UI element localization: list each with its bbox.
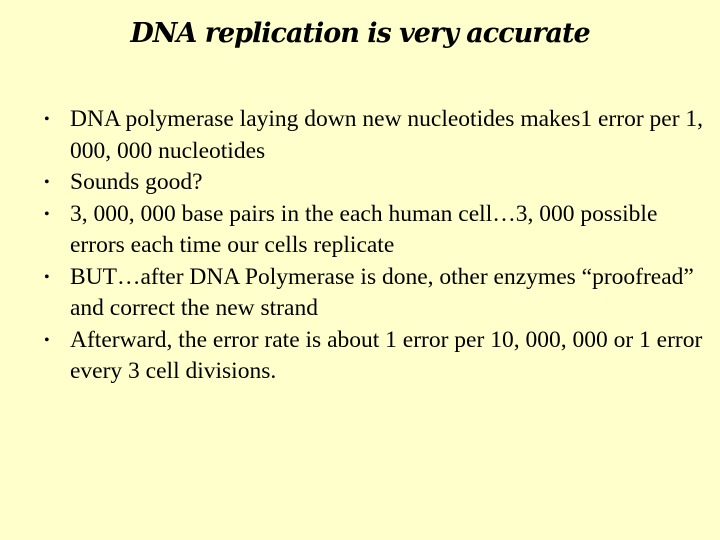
bullet-dot-icon: •	[44, 205, 50, 223]
bullet-dot-icon: •	[44, 174, 50, 191]
bullet-list	[44, 104, 704, 388]
slide-title: DNA replication is very accurate	[130, 18, 590, 49]
bullet-item	[44, 199, 704, 262]
bullet-item	[44, 167, 704, 199]
bullet-item	[44, 104, 704, 167]
bullet-text: Afterward, the error rate is about 1 error per 10, 000, 000 or 1 error every 3 cell divisions.	[70, 326, 703, 384]
bullet-dot-icon: •	[44, 111, 50, 128]
bullet-text: BUT…after DNA Polymerase is done, other enzymes “proofread” and correct the new strand	[70, 263, 694, 321]
bullet-text: DNA polymerase laying down new nucleotides makes1 error per 1, 000, 000 nucleotides	[70, 106, 704, 164]
bullet-item	[44, 262, 704, 325]
bullet-item	[44, 325, 704, 388]
bullet-dot-icon: •	[44, 331, 50, 349]
bullet-text: 3, 000, 000 base pairs in the each human cell…3, 000 possible errors each time our cells replicate	[70, 200, 658, 258]
bullet-dot-icon: •	[44, 268, 50, 286]
bullet-text: Sounds good?	[70, 169, 203, 195]
